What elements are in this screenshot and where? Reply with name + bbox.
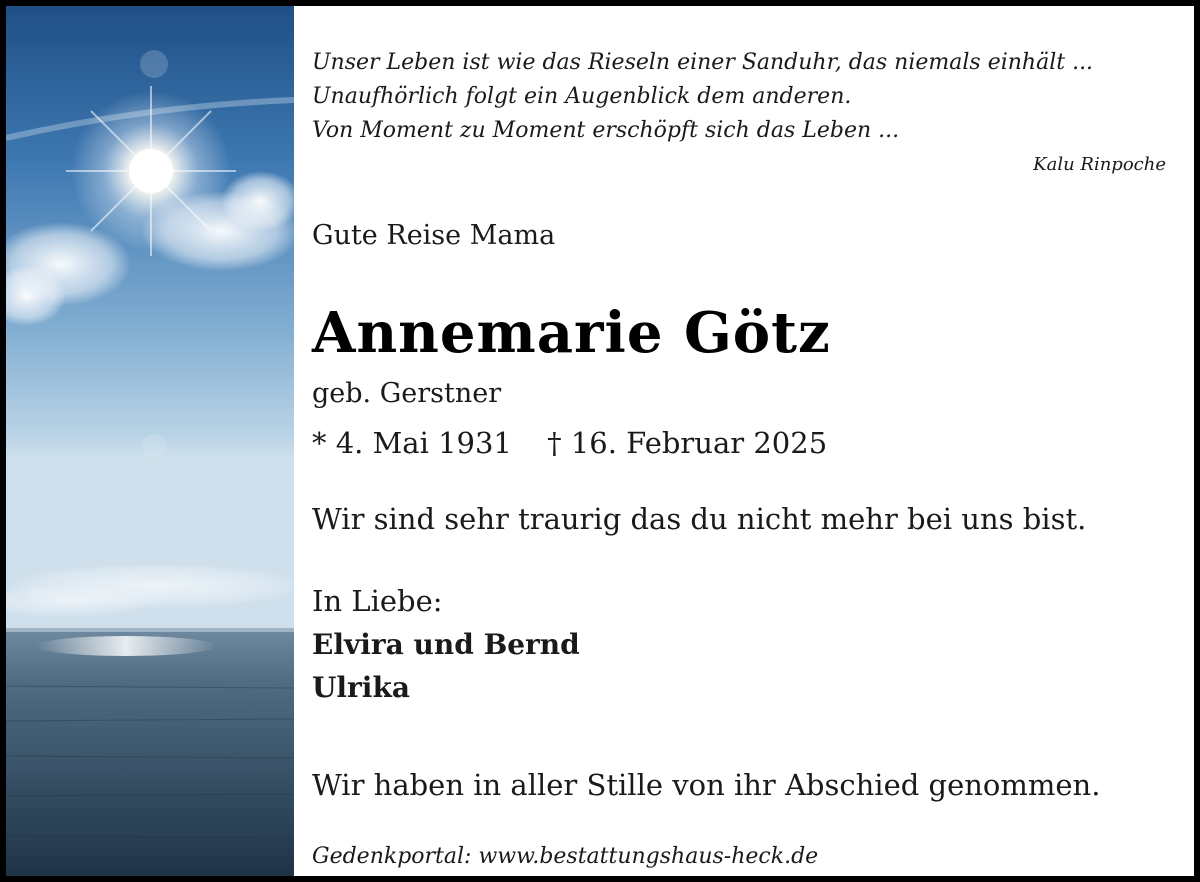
quote-line: Unaufhörlich folgt ein Augenblick dem anderen. <box>312 84 852 109</box>
mourners-label: In Liebe: <box>312 584 443 618</box>
death-date: † 16. Februar 2025 <box>547 426 828 460</box>
life-dates <box>312 426 827 460</box>
memorial-portal-link[interactable]: Gedenkportal: www.bestattungshaus-heck.de <box>312 844 819 869</box>
deceased-name: Annemarie Götz <box>312 300 831 366</box>
birth-date: * 4. Mai 1931 <box>312 426 512 460</box>
closing-text: Wir haben in aller Stille von ihr Abschied genommen. <box>312 768 1101 802</box>
sky-sun-sea-photo <box>6 6 294 876</box>
mourners <box>312 580 580 709</box>
farewell-heading: Gute Reise Mama <box>312 220 556 251</box>
quote-line: Von Moment zu Moment erschöpft sich das Leben ... <box>312 118 900 143</box>
message: Wir sind sehr traurig das du nicht mehr bei uns bist. <box>312 502 1087 536</box>
quote-line: Unser Leben ist wie das Rieseln einer Sanduhr, das niemals einhält ... <box>312 50 1094 75</box>
mourner-name: Ulrika <box>312 671 410 704</box>
quote-author: Kalu Rinpoche <box>1033 154 1166 175</box>
notice-text <box>312 6 1192 876</box>
photo-graphic <box>6 6 294 876</box>
quote <box>312 46 1172 148</box>
mourner-name: Elvira und Bernd <box>312 628 580 661</box>
maiden-name: geb. Gerstner <box>312 378 502 409</box>
